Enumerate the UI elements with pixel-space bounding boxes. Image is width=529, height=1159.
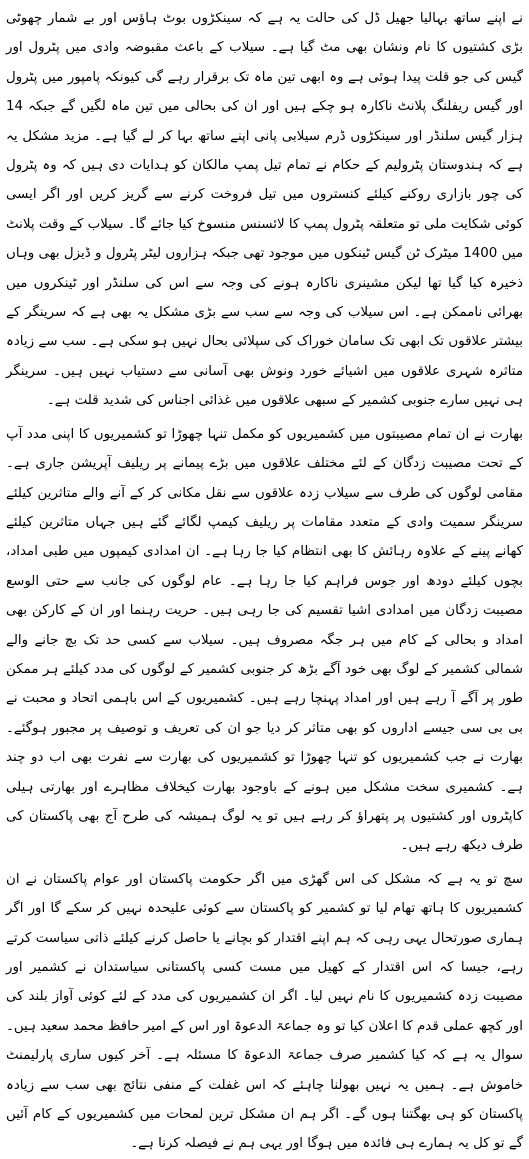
article-paragraph-3: سچ تو یہ ہے کہ مشکل کی اس گھڑی میں اگر حکومت پاکستان اور عوام پاکستان نے ان کشمیریوں کا ہاتھ تھام لیا تو کشمیر کو پاکستان سے کوئی علیحدہ نہیں کر سکے گا اور اگر ہماری صورتحال یہی رہی کہ ہم اپنے اقتدار کو بچانے یا حاصل کرنے کیلئے ذاتی سیاست کرتے رہے، جیسا کہ اس اقتدار کے کھیل میں مست کسی پاکستانی سیاستدان نے کشمیر اور مصیبت زدہ کشمیریوں کا نام نہیں لیا۔ اگر ان کشمیریوں کی مدد کے لئے کوئی آواز بلند کی اور کچھ عملی قدم کا اعلان کیا تو وہ جماعۃ الدعوۃ اور اس کے امیر حافظ محمد سعید ہیں۔ سوال یہ ہے کہ کیا کشمیر صرف جماعۃ الدعوۃ کا مسئلہ ہے۔ آخر کیوں ساری پارلیمنٹ خاموش ہے۔ ہمیں یہ نہیں بھولنا چاہئے کہ اس غفلت کے منفی نتائج بھی سب سے زیادہ پاکستان کو ہی بھگتنا ہوں گے۔ اگر ہم ان مشکل ترین لمحات میں کشمیریوں کے کام آئیں گے تو کل یہ ہمارے ہی فائدہ میں ہوگا اور یہی ہم نے فیصلہ کرنا ہے۔ — [6, 871, 523, 1152]
article-paragraph-1: نے اپنے ساتھ بہالیا جھیل ڈل کی حالت یہ ہے کہ سینکڑوں بوٹ ہاؤس اور بے شمار چھوٹی بڑی کشتیوں کا نام ونشان بھی مٹ گیا ہے۔ سیلاب کے باعث مقبوضہ وادی میں پٹرول اور گیس کی جو قلت پیدا ہوئی ہے وہ ابھی تین ماہ تک برقرار رہے گی کیونکہ پامپور میں پٹرول اور گیس ریفلنگ پلانٹ ناکارہ ہو چکے ہیں اور ان کی بحالی میں تین ماہ لگیں گے جبکہ 14 ہزار گیس سلنڈر اور سینکڑوں ڈرم سیلابی پانی اپنے ساتھ بہا کر لے گیا ہے۔ مزید مشکل یہ ہے کہ ہندوستان پٹرولیم کے حکام نے تمام تیل پمپ مالکان کو ہدایات دی ہیں کہ وہ پٹرول کی چور بازاری روکنے کیلئے کنستروں میں تیل فروخت کرنے سے گریز کریں اور اگر ایسی کوئی شکایت ملی تو متعلقہ پٹرول پمپ کا لائسنس منسوخ کیا جائے گا۔ سیلاب کے وقت پلانٹ میں 1400 میٹرک ٹن گیس ٹینکوں میں موجود تھی جبکہ ہزاروں لیٹر پٹرول و ڈیزل بھی وہاں ذخیرہ کیا گیا تھا لیکن مشینری ناکارہ ہونے کی وجہ سے اس کی سلنڈر اور ٹینکروں میں بھرائی ناممکن ہے۔ اس سیلاب کی وجہ سے سب سے بڑی مشکل یہ بھی ہے کہ سرینگر کے بیشتر علاقوں تک ابھی تک سامان خوراک کی سپلائی بحال نہیں ہو سکی ہے۔ سب سے زیادہ متاثرہ شہری علاقوں میں اشیائے خورد ونوش بھی آسانی سے دستیاب نہیں ہیں۔ سرینگر ہی نہیں سارے جنوبی کشمیر کے سبھی علاقوں میں غذائی اجناس کی شدید قلت ہے۔ — [6, 11, 524, 409]
article-paragraph-2: بھارت نے ان تمام مصیبتوں میں کشمیریوں کو مکمل تنہا چھوڑا تو کشمیریوں کا اپنی مدد آپ کے تحت مصیبت زدگان کے لئے مختلف علاقوں میں بڑے پیمانے پر ریلیف آپریشن جاری ہے۔ مقامی لوگوں کی طرف سے سیلاب زدہ علاقوں سے نقل مکانی کر کے آنے والے متاثرین کیلئے سرینگر سمیت وادی کے متعدد مقامات پر ریلیف کیمپ لگائے گئے ہیں جہاں متاثرین کیلئے کھانے پینے کے علاوہ رہائش کا بھی انتظام کیا جا رہا ہے۔ ان امدادی کیمپوں میں طبی امداد، بچوں کیلئے دودھ اور جوس فراہم کیا جا رہا ہے۔ عام لوگوں کی جانب سے حتی الوسع مصیبت زدگان میں امدادی اشیا تقسیم کی جا رہی ہیں۔ حریت رہنما اور ان کے کارکن بھی امداد و بحالی کے کام میں ہر جگہ مصروف ہیں۔ سیلاب سے کسی حد تک بچ جانے والے شمالی کشمیر کے لوگ بھی خود آگے بڑھ کر جنوبی کشمیر کے لوگوں کی مدد کیلئے ہر ممکن طور پر آگے آ رہے ہیں اور امداد پہنچا رہے ہیں۔ کشمیریوں کے اس باہمی اتحاد و محبت نے بی بی سی جیسے اداروں کو بھی متاثر کر دیا جو ان کی تعریف و توصیف پر مجبور ہوگئے۔ بھارت نے جب کشمیریوں کو تنہا چھوڑا تو کشمیریوں کی بھارت سے نفرت بھی اب دو چند ہے۔ کشمیری سخت مشکل میں ہونے کے باوجود بھارت کیخلاف مظاہرے اور بھارتی ہیلی کاپٹروں اور کشتیوں پر پتھراؤ کر رہے ہیں تو یہ لوگ ہمیشہ کی طرح آج بھی پاکستان کی طرف دیکھ رہے ہیں۔ — [6, 426, 523, 854]
